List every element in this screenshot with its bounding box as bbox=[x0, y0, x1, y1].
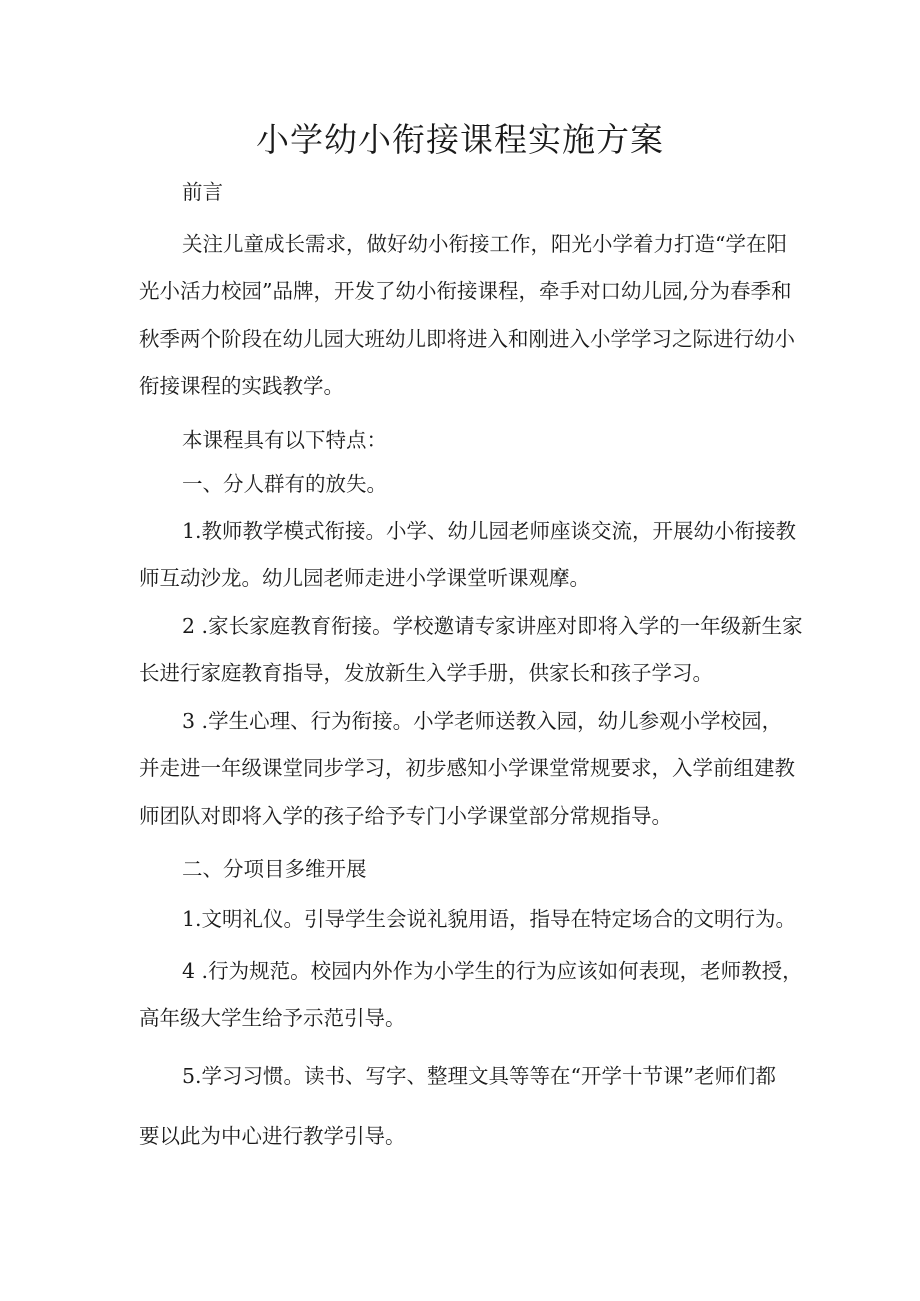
item5-line-2: 高年级大学生给予示范引导。 bbox=[139, 1006, 406, 1030]
preface-heading: 前言 bbox=[182, 180, 223, 204]
section2-heading: 二、分项目多维开展 bbox=[182, 857, 367, 881]
item2-line-1: 2 .家长家庭教育衔接。学校邀请专家讲座对即将入学的一年级新生家 bbox=[182, 614, 803, 638]
item4-line-1: 1.文明礼仪。引导学生会说礼貌用语，指导在特定场合的文明行为。 bbox=[182, 907, 797, 931]
intro-line-4: 衔接课程的实践教学。 bbox=[139, 374, 344, 398]
item3-line-2: 并走进一年级课堂同步学习，初步感知小学课堂常规要求，入学前组建教 bbox=[139, 756, 795, 780]
item3-line-3: 师团队对即将入学的孩子给予专门小学课堂部分常规指导。 bbox=[139, 804, 672, 828]
section1-heading: 一、分人群有的放失。 bbox=[182, 472, 387, 496]
intro-line-2: 光小活力校园”品牌，开发了幼小衔接课程，牵手对口幼儿园,分为春季和 bbox=[139, 279, 792, 303]
document-title: 小学幼小衔接课程实施方案 bbox=[256, 120, 664, 159]
intro-line-1: 关注儿童成长需求，做好幼小衔接工作，阳光小学着力打造“学在阳 bbox=[182, 232, 787, 256]
intro-line-3: 秋季两个阶段在幼儿园大班幼儿即将进入和刚进入小学学习之际进行幼小 bbox=[139, 327, 795, 351]
item1-line-1: 1.教师教学模式衔接。小学、幼儿园老师座谈交流，开展幼小衔接教 bbox=[182, 519, 797, 543]
item1-line-2: 师互动沙龙。幼儿园老师走进小学课堂听课观摩。 bbox=[139, 566, 590, 590]
features-intro: 本课程具有以下特点： bbox=[182, 428, 387, 452]
item6-line-1: 5.学习习惯。读书、写字、整理文具等等在“开学十节课”老师们都 bbox=[182, 1064, 777, 1088]
item6-line-2: 要以此为中心进行教学引导。 bbox=[139, 1124, 406, 1148]
item3-line-1: 3 .学生心理、行为衔接。小学老师送教入园，幼儿参观小学校园， bbox=[182, 709, 783, 733]
item5-line-1: 4 .行为规范。校园内外作为小学生的行为应该如何表现，老师教授， bbox=[182, 959, 803, 983]
item2-line-2: 长进行家庭教育指导，发放新生入学手册，供家长和孩子学习。 bbox=[139, 661, 713, 685]
